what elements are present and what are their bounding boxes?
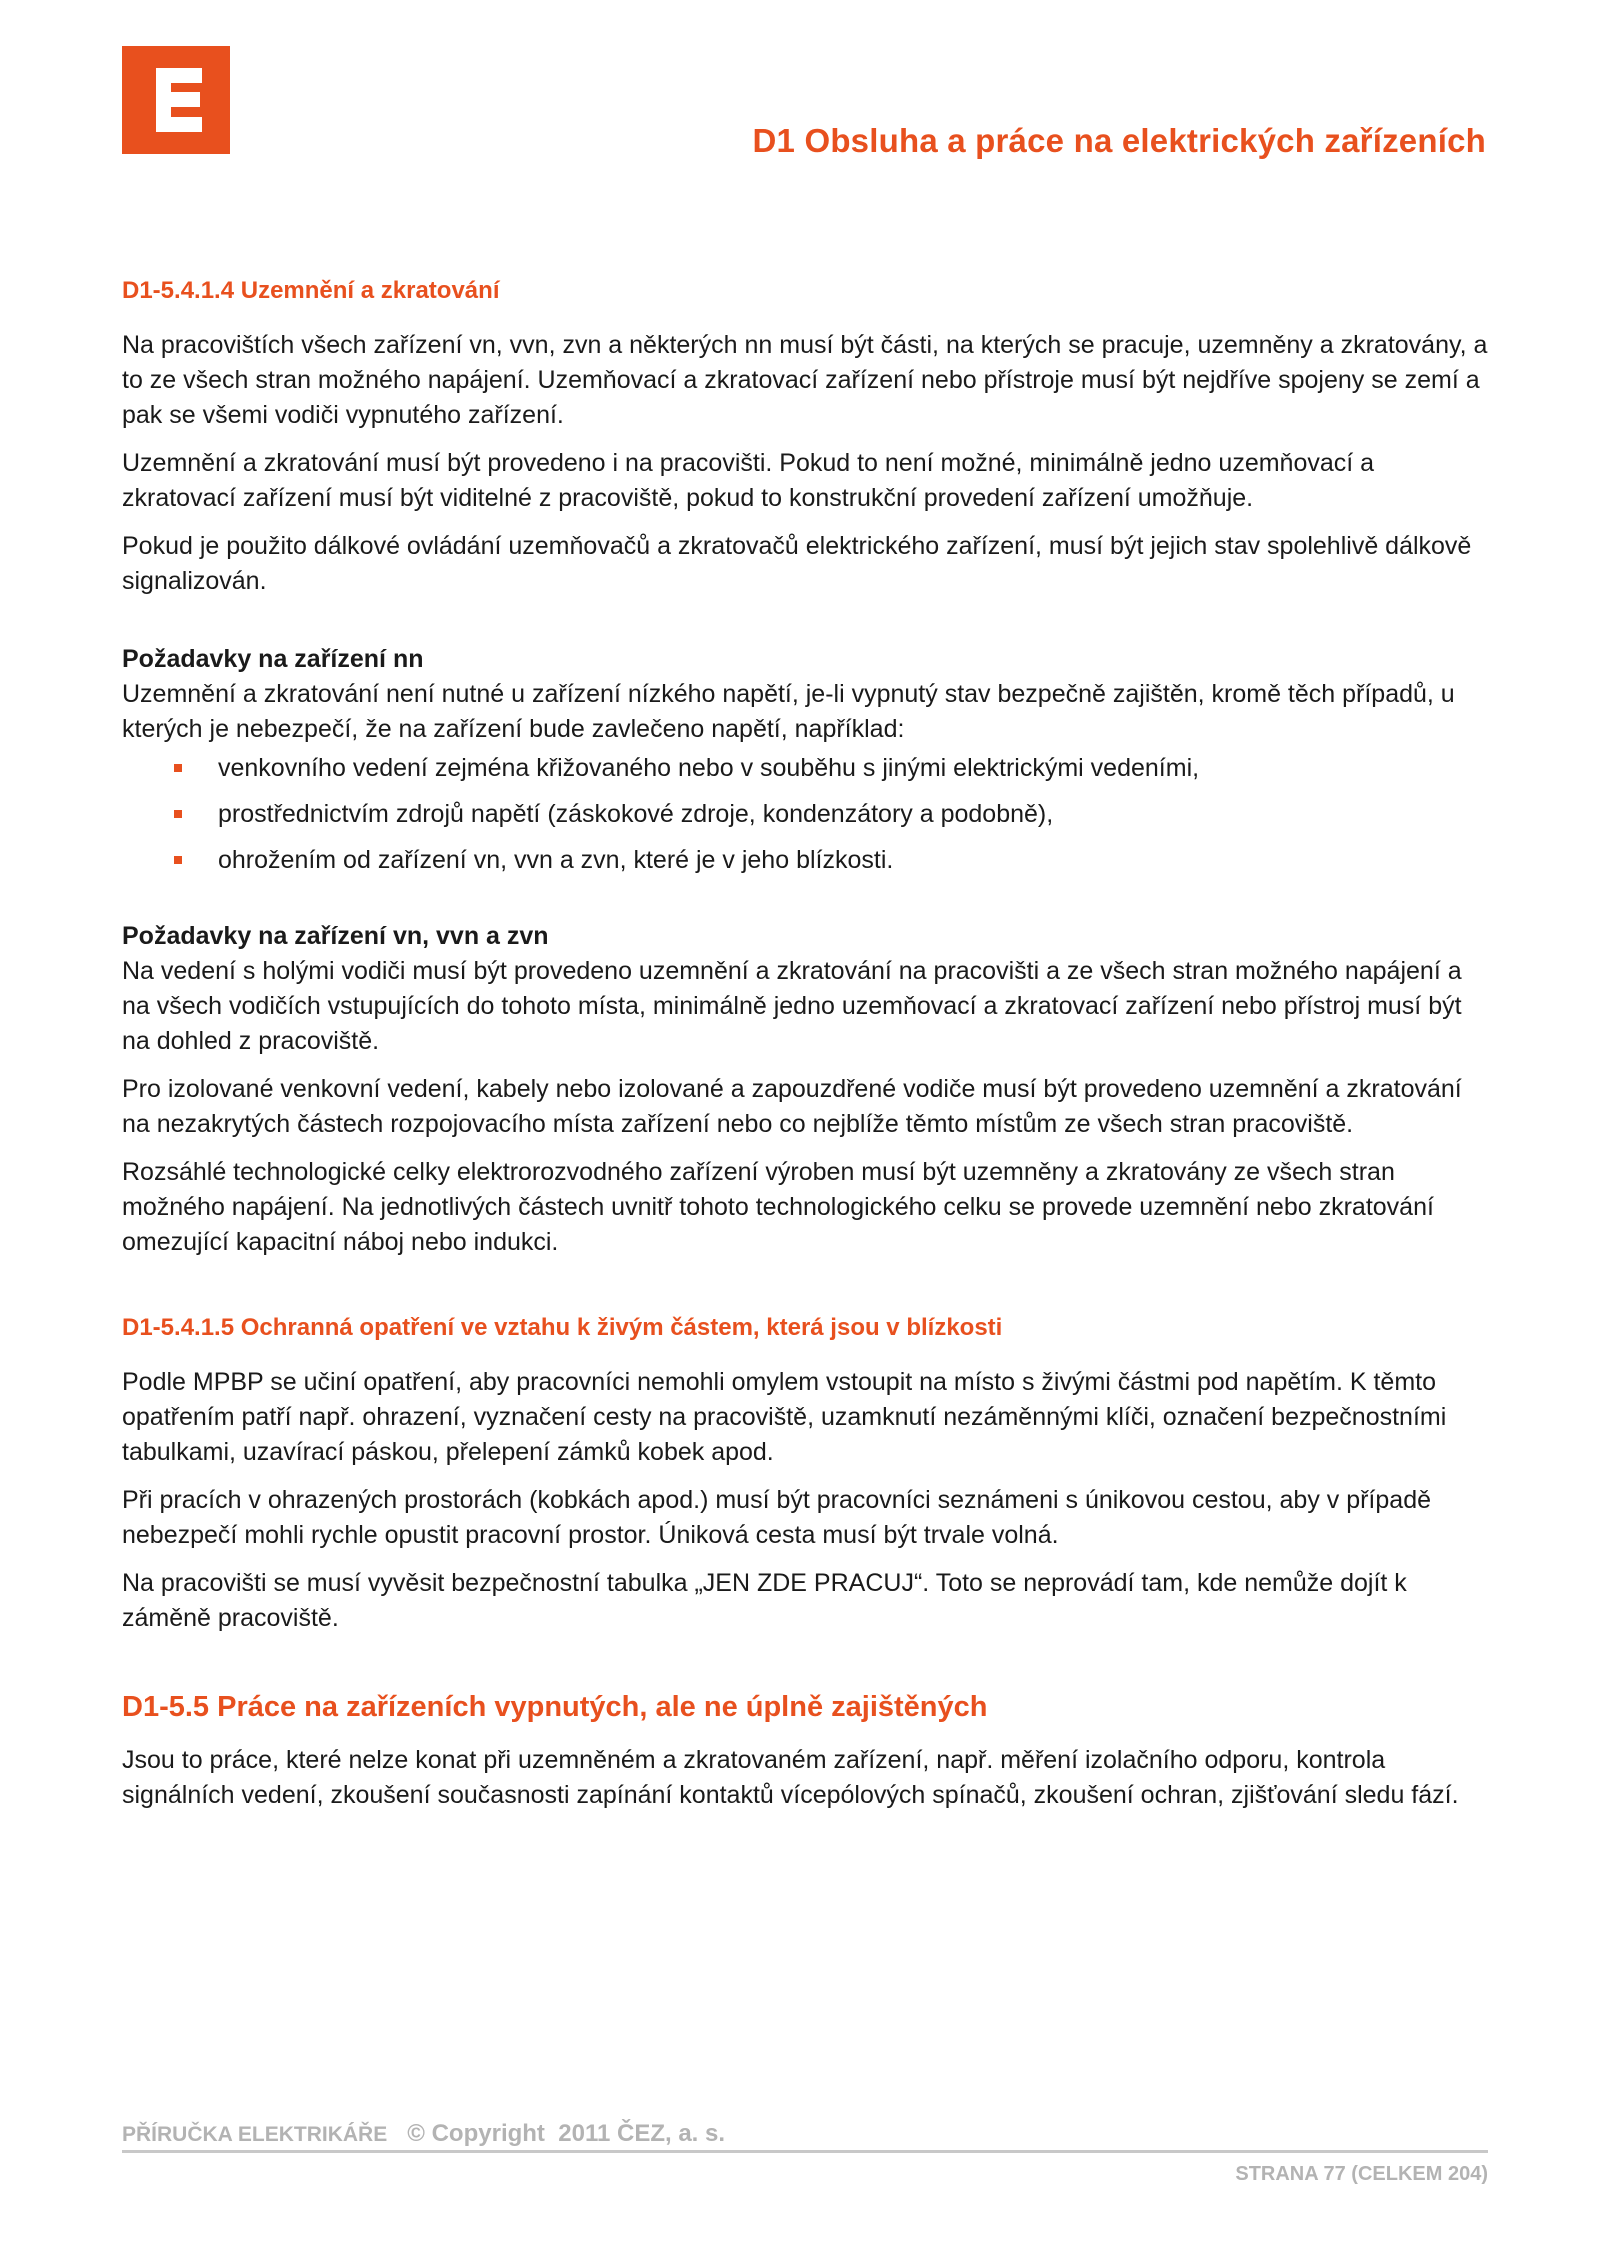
paragraph: Rozsáhlé technologické celky elektrorozvodného zařízení výroben musí být uzemněny a zkratovány ze všech stran možného napájení. Na jednotlivých částech uvnitř tohoto technologického celku se provede uzemnění nebo zkratování omezující kapacitní náboj nebo indukci. [122, 1158, 1434, 1256]
list-item [122, 843, 1492, 878]
bullet-list [122, 751, 1492, 878]
bullet-icon [174, 856, 182, 864]
paragraph: Při pracích v ohrazených prostorách (kobkách apod.) musí být pracovníci seznámeni s únikovou cestou, aby v případě nebezpečí mohli rychle opustit pracovní prostor. Úniková cesta musí být trvale volná. [122, 1486, 1431, 1549]
list-item [122, 797, 1492, 832]
paragraph: Na vedení s holými vodiči musí být provedeno uzemnění a zkratování na pracovišti a ze všech stran možného napájení a na všech vodičích vstupujících do tohoto místa, minimálně jedno uzemňovací a zkratovací zařízení nebo přístroj musí být na dohled z pracoviště. [122, 957, 1462, 1055]
list-item-text: venkovního vedení zejména křižovaného nebo v souběhu s jinými elektrickými vedeními, [218, 754, 1200, 782]
list-item-text: prostřednictvím zdrojů napětí (záskokové zdroje, kondenzátory a podobně), [218, 800, 1054, 828]
paragraph: Uzemnění a zkratování musí být provedeno i na pracovišti. Pokud to není možné, minimálně jedno uzemňovací a zkratovací zařízení musí být viditelné z pracoviště, pokud to konstrukční provedení zařízení umožňuje. [122, 449, 1375, 512]
footer-left [122, 2120, 725, 2148]
paragraph: Pro izolované venkovní vedení, kabely nebo izolované a zapouzdřené vodiče musí být provedeno uzemnění a zkratování na nezakrytých částech rozpojovacího místa zařízení nebo co nejblíže těmto místům ze všech stran pracoviště. [122, 1075, 1462, 1138]
paragraph: Na pracovištích všech zařízení vn, vvn, zvn a některých nn musí být části, na kterých se pracuje, uzemněny a zkratovány, a to ze všech stran možného napájení. Uzemňovací a zkratovací zařízení nebo přístroje musí být nejdříve spojeny se zemí a pak se všemi vodiči vypnutého zařízení. [122, 331, 1488, 429]
paragraph: Uzemnění a zkratování není nutné u zařízení nízkého napětí, je-li vypnutý stav bezpečně zajištěn, kromě těch případů, u kterých je nebezpečí, že na zařízení bude zavlečeno napětí, například: [122, 680, 1455, 743]
cez-logo [122, 46, 230, 154]
list-item-text: ohrožením od zařízení vn, vvn a zvn, které je v jeho blízkosti. [218, 846, 894, 874]
footer-copyright: © Copyright 2011 ČEZ, a. s. [407, 2120, 726, 2147]
bullet-icon [174, 810, 182, 818]
paragraph: Pokud je použito dálkové ovládání uzemňovačů a zkratovačů elektrického zařízení, musí být jejich stav spolehlivě dálkově signalizován. [122, 532, 1472, 595]
footer-divider [122, 2150, 1488, 2153]
section-heading-grounding: D1-5.4.1.4 Uzemnění a zkratování [122, 277, 500, 304]
subheading-vn: Požadavky na zařízení vn, vvn a zvn [122, 922, 549, 950]
footer-book-title: PŘÍRUČKA ELEKTRIKÁŘE [122, 2123, 388, 2146]
paragraph: Podle MPBP se učiní opatření, aby pracovníci nemohli omylem vstoupit na místo s živými částmi pod napětím. K těmto opatřením patří např. ohrazení, vyznačení cesty na pracoviště, uzamknutí nezáměnnými klíči, označení bezpečnostními tabulkami, uzavírací páskou, přelepení zámků kobek apod. [122, 1368, 1447, 1466]
paragraph: Jsou to práce, které nelze konat při uzemněném a zkratovaném zařízení, např. měření izolačního odporu, kontrola signálních vedení, zkoušení současnosti zapínání kontaktů vícepólových spínačů, zkoušení ochran, zjišťování sledu fází. [122, 1746, 1459, 1809]
bullet-icon [174, 764, 182, 772]
section-heading-protection: D1-5.4.1.5 Ochranná opatření ve vztahu k živým částem, která jsou v blízkosti [122, 1314, 1003, 1341]
list-item [122, 751, 1492, 786]
section-heading-work: D1-5.5 Práce na zařízeních vypnutých, ale ne úplně zajištěných [122, 1691, 988, 1723]
page-number: STRANA 77 (CELKEM 204) [1235, 2163, 1488, 2185]
document-title: D1 Obsluha a práce na elektrických zařízeních [752, 122, 1486, 159]
paragraph: Na pracovišti se musí vyvěsit bezpečnostní tabulka „JEN ZDE PRACUJ“. Toto se neprovádí tam, kde nemůže dojít k záměně pracoviště. [122, 1569, 1407, 1632]
subheading-nn: Požadavky na zařízení nn [122, 645, 424, 673]
page-content [122, 276, 1492, 1826]
